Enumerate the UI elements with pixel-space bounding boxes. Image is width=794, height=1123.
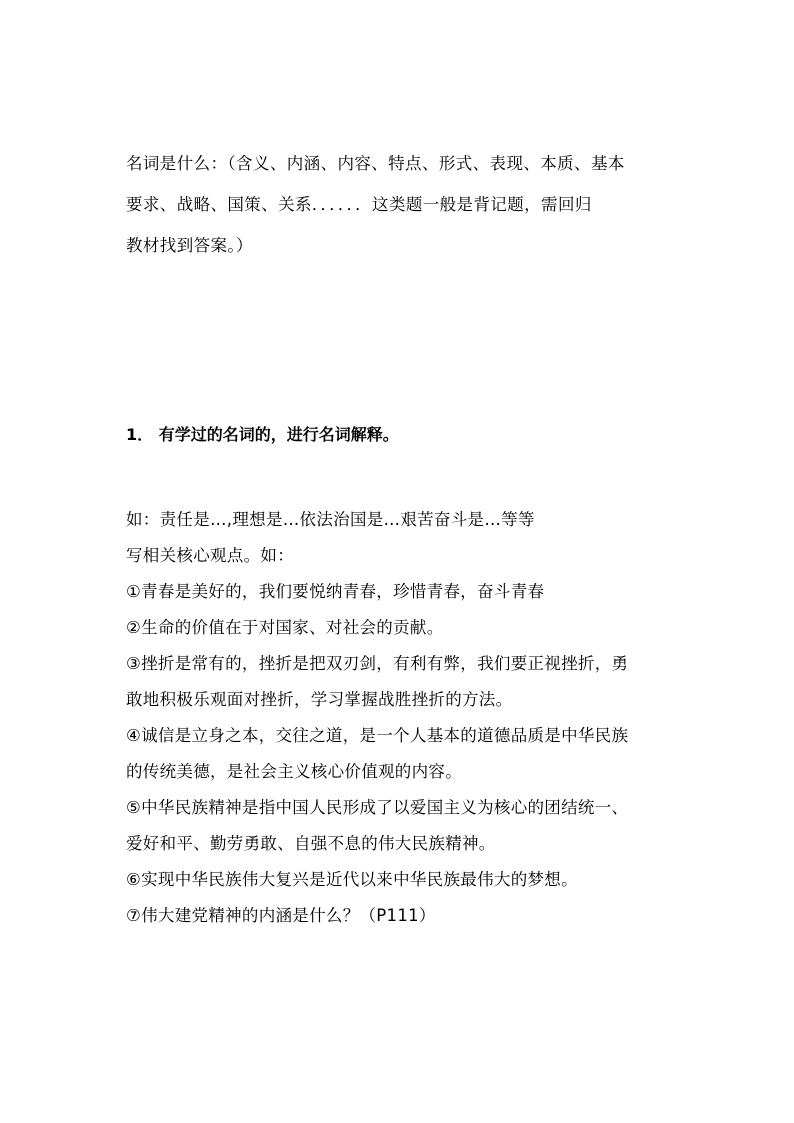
example-line: 如：责任是…,理想是…依法治国是…艰苦奋斗是…等等 <box>126 510 535 529</box>
list-item-line: ②生命的价值在于对国家、对社会的贡献。 <box>126 618 444 637</box>
list-item-line: 敢地积极乐观面对挫折，学习掌握战胜挫折的方法。 <box>126 690 513 709</box>
list-item-5 <box>126 793 686 859</box>
list-item-4 <box>126 721 686 787</box>
list-item-line: ⑤中华民族精神是指中国人民形成了以爱国主义为核心的团结统一、 <box>126 798 629 817</box>
list-item-1 <box>126 577 686 607</box>
list-item-line: 爱好和平、勤劳勇敢、自强不息的伟大民族精神。 <box>126 834 496 853</box>
list-item-line: 的传统美德，是社会主义核心价值观的内容。 <box>126 762 462 781</box>
list-item-line: ③挫折是常有的，挫折是把双刃剑，有利有弊，我们要正视挫折，勇 <box>126 654 629 673</box>
intro-line-2: 要求、战略、国策、关系．．．．．．这类题一般是背记题，需回归 <box>126 195 592 214</box>
section-content <box>126 505 686 937</box>
list-item-6 <box>126 865 686 895</box>
intro-paragraph <box>126 143 686 266</box>
list-item-3 <box>126 649 686 715</box>
subheading-line: 写相关核心观点。如： <box>126 546 294 565</box>
intro-line-3: 教材找到答案。） <box>126 236 253 255</box>
list-item-2 <box>126 613 686 643</box>
list-item-line: ①青春是美好的，我们要悦纳青春，珍惜青春，奋斗青春 <box>126 582 545 601</box>
list-item-line: ⑦伟大建党精神的内涵是什么？（P111） <box>126 906 436 925</box>
list-item-line: ④诚信是立身之本，交往之道，是一个人基本的道德品质是中华民族 <box>126 726 629 745</box>
list-item-7 <box>126 901 686 931</box>
list-item-line: ⑥实现中华民族伟大复兴是近代以来中华民族最伟大的梦想。 <box>126 870 578 889</box>
section-heading: 1． 有学过的名词的，进行名词解释。 <box>126 425 399 444</box>
intro-line-1: 名词是什么：（含义、内涵、内容、特点、形式、表现、本质、基本 <box>126 154 625 173</box>
